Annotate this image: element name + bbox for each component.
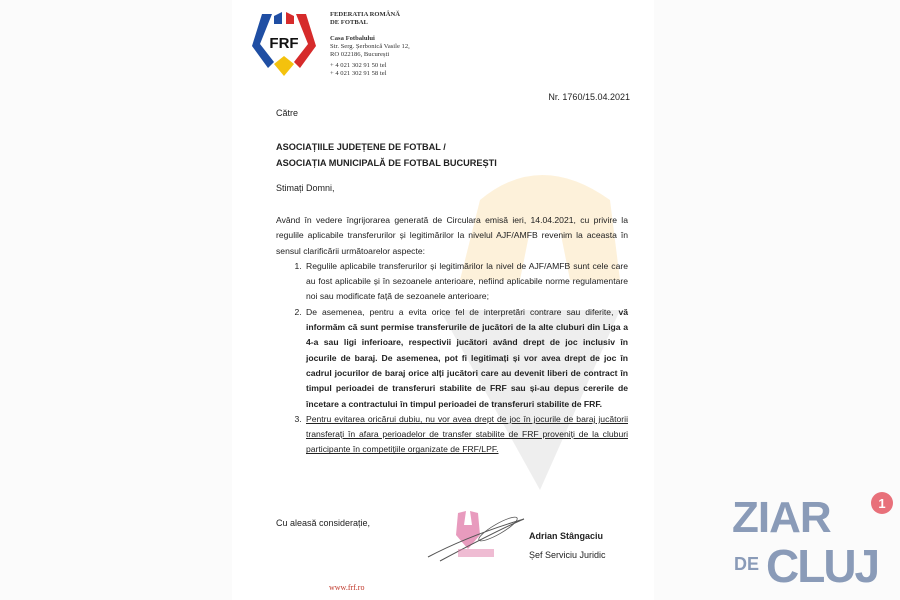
address-line1: Str. Serg. Șerbonică Vasile 12, — [330, 43, 410, 50]
federation-name-line2: DE FOTBAL — [330, 19, 368, 26]
background-left — [0, 0, 232, 600]
points-list — [276, 259, 628, 458]
catre-label: Către — [276, 108, 299, 118]
recipients — [276, 139, 497, 171]
signature-stamp — [420, 505, 530, 565]
list-item: 3. Pentru evitarea oricărui dubiu, nu vor avea drept de joc în jocurile de baraj jucătorii transferați în afara perioadelor de transfer stabilite de FRF proveniți de la cluburi participante în competițiile organizate de FRF/LPF. — [304, 412, 628, 458]
address-line2: RO 022186, București — [330, 51, 390, 58]
phone-2: + 4 021 302 91 58 tel — [330, 70, 387, 77]
svg-text:CLUJ: CLUJ — [766, 540, 879, 590]
intro-paragraph: Având în vedere îngrijorarea generată de Circulara emisă ieri, 14.04.2021, cu privire la regulile aplicabile transferurilor și legitimărilor la nivelul AJF/AMFB revenim la aceasta în sensul clarificării următoarelor aspecte: — [276, 215, 628, 256]
signatory-title: Șef Serviciu Juridic — [529, 550, 606, 560]
letter-number: Nr. 1760/15.04.2021 — [548, 92, 630, 102]
recipient-line2: ASOCIAȚIA MUNICIPALĂ DE FOTBAL BUCUREȘTI — [276, 158, 497, 168]
svg-text:FRF: FRF — [269, 35, 299, 52]
list-item: 1. Regulile aplicabile transferurilor și legitimărilor la nivel de AJF/AMFB sunt cele care au fost aplicabile și în sezoanele anterioare, nefiind aplicabile norme regulamentare noi sau modificate față de sezoanele anterioare; — [304, 259, 628, 305]
svg-text:1: 1 — [878, 496, 886, 511]
federation-name-line1: FEDERATIA ROMÂNĂ — [330, 11, 401, 18]
website-link[interactable]: www.frf.ro — [329, 583, 365, 592]
phone-1: + 4 021 302 91 50 tel — [330, 62, 387, 69]
ziar-de-cluj-logo — [730, 490, 900, 590]
signatory-name: Adrian Stângaciu — [529, 531, 604, 541]
list-item: 2. De asemenea, pentru a evita orice fel de interpretări contrare sau diferite, vă informăm că sunt permise transferurile de jucători de la alte cluburi din Liga a 4-a sau ligi inferioare, respectivii jucători având drept de joc inclusiv în jocurile de baraj. De asemenea, pot fi legitimați și vor avea drept de joc în cadrul jocurilor de baraj orice alți jucători care au devenit liberi de contract în timpul perioadei de transferuri stabilite de FRF sau și-au depus cererile de încetare a contractului în timpul perioadei de transferuri stabilite de FRF. — [304, 305, 628, 412]
recipient-line1: ASOCIAȚIILE JUDEȚENE DE FOTBAL / — [276, 142, 446, 152]
svg-text:ZIAR: ZIAR — [732, 493, 831, 542]
letter-body — [276, 213, 628, 458]
frf-logo — [248, 10, 320, 78]
letterhead-info — [330, 11, 410, 78]
house-name: Casa Fotbalului — [330, 35, 375, 42]
greeting: Stimați Domni, — [276, 183, 335, 193]
svg-text:DE: DE — [734, 554, 760, 574]
closing: Cu aleasă considerație, — [276, 518, 371, 528]
